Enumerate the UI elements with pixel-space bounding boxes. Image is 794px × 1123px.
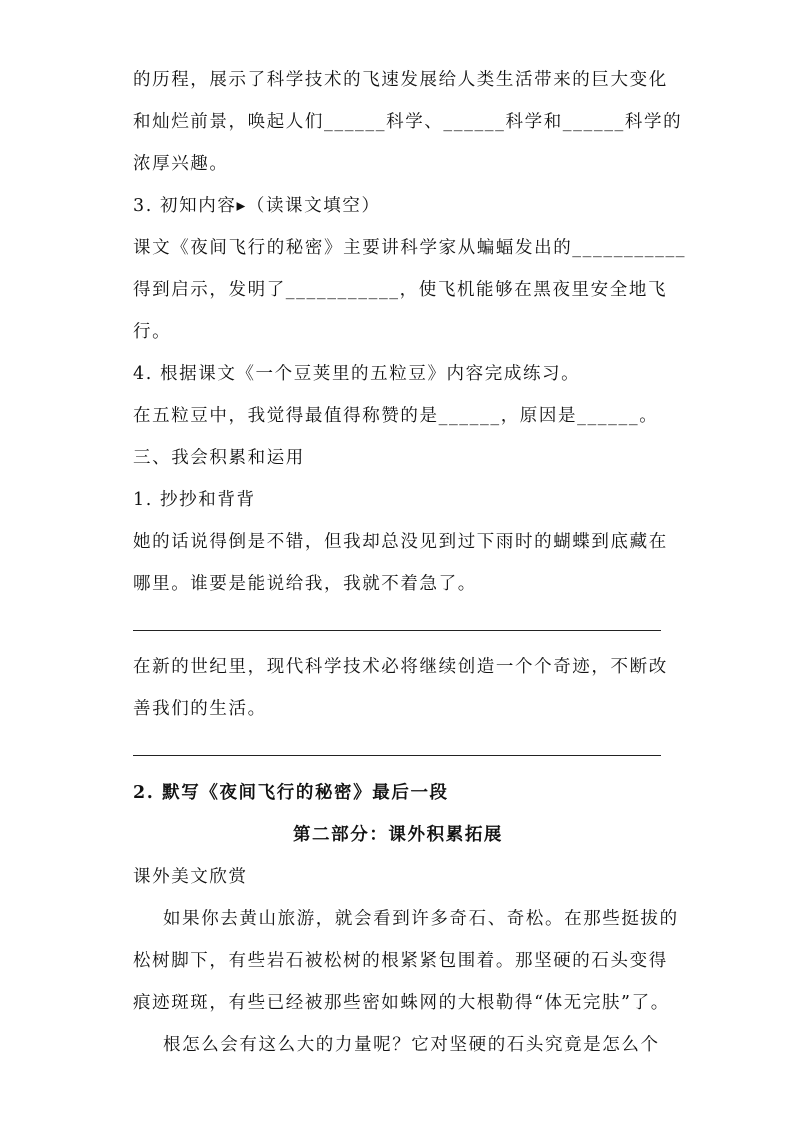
text-line: 她的话说得倒是不错，但我却总没见到过下雨时的蝴蝶到底藏在 [133,532,668,552]
paragraph-line: 松树脚下，有些岩石被松树的根紧紧包围着。那坚硬的石头变得 [133,951,668,971]
exercise-1-heading: 1. 抄抄和背背 [133,490,256,510]
text-line: 行。 [133,322,172,342]
paragraph-line: 痕迹斑斑，有些已经被那些密如蛛网的大根勒得“体无完肤”了。 [133,993,670,1013]
reading-title: 课外美文欣赏 [133,867,248,887]
text-line: 在五粒豆中，我觉得最值得称赞的是______，原因是______。 [133,406,659,426]
text-line: 哪里。谁要是能说给我，我就不着急了。 [133,574,477,594]
section-3-heading: 三、我会积累和运用 [133,448,305,468]
text-line: 得到启示，发明了___________，使飞机能够在黑夜里安全地飞 [133,280,668,300]
text-line: 的历程，展示了科学技术的飞速发展给人类生活带来的巨大变化 [133,70,668,90]
paragraph-line: 如果你去黄山旅游，就会看到许多奇石、奇松。在那些挺拔的 [163,909,679,929]
exercise-2-heading: 2. 默写《夜间飞行的秘密》最后一段 [133,783,449,803]
part-2-title: 第二部分：课外积累拓展 [292,825,504,845]
text-line: 课文《夜间飞行的秘密》主要讲科学家从蝙蝠发出的___________ [133,238,687,258]
text-line: 和灿烂前景，唤起人们______科学、______科学和______科学的 [133,112,683,132]
question-3-heading: 3. 初知内容▸（读课文填空） [133,196,381,216]
text-line: 在新的世纪里，现代科学技术必将继续创造一个个奇迹，不断改 [133,657,668,677]
question-4-heading: 4. 根据课文《一个豆荚里的五粒豆》内容完成练习。 [133,364,581,384]
text-line: 浓厚兴趣。 [133,154,229,174]
answer-line [133,755,661,756]
paragraph-line: 根怎么会有这么大的力量呢？它对坚硬的石头究竟是怎么个 [163,1035,660,1055]
answer-line [133,630,661,631]
text-line: 善我们的生活。 [133,699,267,719]
